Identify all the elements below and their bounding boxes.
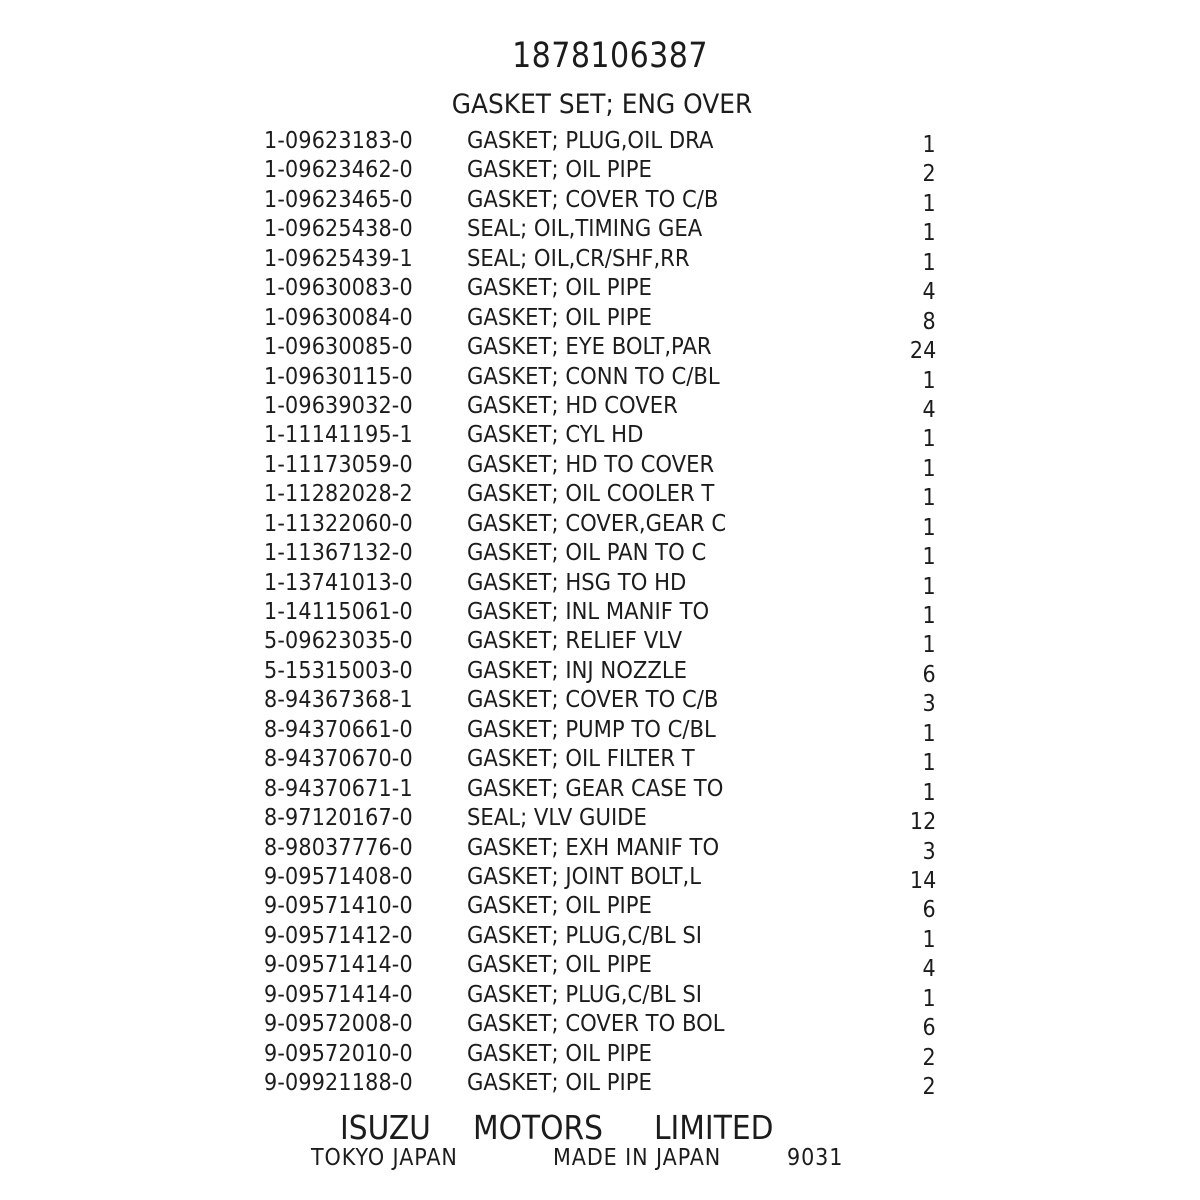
part-description: GASKET; OIL PIPE (467, 952, 652, 979)
part-code: 1-11322060-0 (264, 510, 413, 537)
part-code: 8-94370671-1 (264, 775, 413, 802)
part-quantity: 1 (922, 132, 936, 158)
part-code: 8-94370661-0 (264, 716, 413, 743)
part-quantity: 4 (922, 279, 936, 306)
part-quantity: 1 (922, 632, 936, 659)
parts-list-row (0, 186, 1200, 215)
part-quantity: 1 (922, 926, 936, 953)
part-code: 1-09625438-0 (264, 216, 413, 243)
part-description: GASKET; HSG TO HD (467, 569, 687, 596)
part-code: 1-09630085-0 (264, 334, 413, 361)
part-code: 1-09623183-0 (264, 128, 413, 154)
part-quantity: 4 (922, 956, 936, 983)
part-description: GASKET; PUMP TO C/BL (467, 716, 716, 743)
part-quantity: 3 (922, 838, 936, 865)
part-description: GASKET; GEAR CASE TO (467, 775, 724, 802)
parts-list-row (0, 510, 1200, 539)
parts-list-row (0, 215, 1200, 247)
part-quantity: 1 (922, 220, 936, 247)
parts-list-row (0, 804, 1200, 836)
maker-name-word: MOTORS (473, 1108, 604, 1147)
parts-list-row (0, 657, 1200, 686)
parts-list (0, 127, 1200, 1098)
part-description: SEAL; OIL,CR/SHF,RR (467, 245, 690, 272)
parts-list-row (0, 274, 1200, 306)
part-description: GASKET; JOINT BOLT,L (467, 863, 702, 890)
part-description: GASKET; CONN TO C/BL (467, 363, 720, 390)
origin-made-in: MADE IN JAPAN (553, 1145, 722, 1171)
parts-list-row (0, 922, 1200, 951)
parts-list-row (0, 539, 1200, 571)
part-description: GASKET; PLUG,C/BL SI (467, 922, 703, 949)
part-quantity: 1 (922, 367, 936, 394)
part-quantity: 1 (922, 426, 936, 453)
part-quantity: 1 (922, 485, 936, 512)
part-description: GASKET; HD TO COVER (467, 451, 715, 478)
set-name-title: GASKET SET; ENG OVER (451, 89, 753, 120)
part-code: 9-09921188-0 (264, 1070, 413, 1096)
parts-list-row (0, 1069, 1200, 1098)
parts-list-row (0, 1040, 1200, 1069)
part-description: GASKET; OIL PIPE (467, 275, 652, 302)
part-description: GASKET; OIL FILTER T (467, 746, 695, 773)
parts-list-row (0, 304, 1200, 333)
part-code: 9-09572010-0 (264, 1040, 413, 1067)
part-quantity: 1 (922, 514, 936, 541)
part-code: 1-11173059-0 (264, 451, 413, 478)
part-description: GASKET; PLUG,OIL DRA (467, 128, 714, 154)
part-code: 1-14115061-0 (264, 599, 413, 625)
part-description: GASKET; EXH MANIF TO (467, 834, 720, 861)
part-quantity: 24 (909, 338, 936, 365)
part-code: 8-94370670-0 (264, 746, 413, 773)
parts-list-row (0, 363, 1200, 392)
part-description: GASKET; HD COVER (467, 392, 678, 419)
part-quantity: 1 (922, 455, 936, 482)
maker-name-word: LIMITED (654, 1108, 774, 1147)
part-code: 5-15315003-0 (264, 657, 413, 684)
parts-list-row (0, 716, 1200, 745)
parts-list-row (0, 627, 1200, 659)
part-code: 9-09571408-0 (264, 863, 413, 890)
parts-list-row (0, 156, 1200, 188)
part-quantity: 1 (922, 573, 936, 600)
part-code: 1-11367132-0 (264, 540, 413, 567)
parts-list-row (0, 421, 1200, 453)
part-quantity: 1 (922, 603, 936, 629)
part-description: GASKET; EYE BOLT,PAR (467, 334, 712, 361)
origin-code: 9031 (787, 1145, 844, 1171)
part-code: 1-13741013-0 (264, 569, 413, 596)
part-description: GASKET; OIL PIPE (467, 1040, 652, 1067)
parts-list-row (0, 480, 1200, 512)
parts-list-row (0, 745, 1200, 777)
part-quantity: 2 (922, 161, 936, 188)
parts-list-row (0, 451, 1200, 480)
part-description: GASKET; COVER TO C/B (467, 687, 719, 714)
part-quantity: 6 (922, 661, 936, 688)
part-code: 5-09623035-0 (264, 628, 413, 655)
part-quantity: 3 (922, 691, 936, 718)
origin-city: TOKYO JAPAN (311, 1145, 458, 1171)
part-code: 9-09571412-0 (264, 922, 413, 949)
part-quantity: 6 (922, 1015, 936, 1042)
part-code: 9-09571414-0 (264, 981, 413, 1008)
part-code: 1-11141195-1 (264, 422, 413, 449)
part-code: 8-94367368-1 (264, 687, 413, 714)
part-code: 9-09571410-0 (264, 893, 413, 920)
part-code: 1-09623465-0 (264, 186, 413, 213)
part-code: 9-09572008-0 (264, 1011, 413, 1038)
part-code: 8-98037776-0 (264, 834, 413, 861)
part-description: GASKET; OIL PIPE (467, 157, 652, 184)
part-quantity: 1 (922, 720, 936, 747)
part-quantity: 1 (922, 190, 936, 217)
part-code: 9-09571414-0 (264, 952, 413, 979)
part-description: GASKET; COVER TO C/B (467, 186, 719, 213)
part-description: GASKET; INJ NOZZLE (467, 657, 688, 684)
part-description: GASKET; OIL COOLER T (467, 481, 715, 508)
part-description: GASKET; OIL PIPE (467, 1070, 652, 1096)
part-code: 1-09639032-0 (264, 392, 413, 419)
parts-list-row (0, 686, 1200, 718)
parts-list-row (0, 1010, 1200, 1042)
part-code: 1-09625439-1 (264, 245, 413, 272)
part-quantity: 6 (922, 897, 936, 924)
parts-list-row (0, 775, 1200, 804)
part-quantity: 1 (922, 544, 936, 571)
part-code: 1-09630115-0 (264, 363, 413, 390)
parts-list-row (0, 392, 1200, 421)
parts-list-row (0, 981, 1200, 1010)
parts-list-row (0, 598, 1200, 627)
part-description: GASKET; INL MANIF TO (467, 599, 710, 625)
part-code: 1-09623462-0 (264, 157, 413, 184)
part-quantity: 1 (922, 249, 936, 276)
parts-list-row (0, 834, 1200, 863)
parts-list-row (0, 863, 1200, 892)
part-quantity: 2 (922, 1074, 936, 1100)
part-code: 8-97120167-0 (264, 805, 413, 832)
part-description: GASKET; COVER TO BOL (467, 1011, 725, 1038)
part-description: SEAL; OIL,TIMING GEA (467, 216, 703, 243)
maker-name-word: ISUZU (340, 1108, 431, 1147)
parts-list-row (0, 333, 1200, 365)
part-quantity: 2 (922, 1044, 936, 1071)
part-code: 1-09630083-0 (264, 275, 413, 302)
part-description: GASKET; RELIEF VLV (467, 628, 683, 655)
part-description: GASKET; OIL PAN TO C (467, 540, 707, 567)
part-description: GASKET; CYL HD (467, 422, 644, 449)
part-code: 1-11282028-2 (264, 481, 413, 508)
parts-list-row (0, 127, 1200, 156)
part-description: GASKET; OIL PIPE (467, 893, 652, 920)
parts-list-row (0, 892, 1200, 924)
parts-list-row (0, 951, 1200, 983)
part-description: SEAL; VLV GUIDE (467, 805, 647, 832)
part-quantity: 4 (922, 396, 936, 423)
part-quantity: 1 (922, 985, 936, 1012)
part-quantity: 1 (922, 750, 936, 777)
part-description: GASKET; OIL PIPE (467, 304, 652, 331)
part-quantity: 1 (922, 779, 936, 806)
set-part-number: 1878106387 (512, 36, 708, 76)
part-code: 1-09630084-0 (264, 304, 413, 331)
part-description: GASKET; COVER,GEAR C (467, 510, 727, 537)
parts-list-row (0, 569, 1200, 598)
part-quantity: 12 (909, 809, 936, 836)
part-description: GASKET; PLUG,C/BL SI (467, 981, 703, 1008)
parts-list-row (0, 245, 1200, 274)
part-quantity: 14 (909, 867, 936, 894)
part-quantity: 8 (922, 308, 936, 335)
